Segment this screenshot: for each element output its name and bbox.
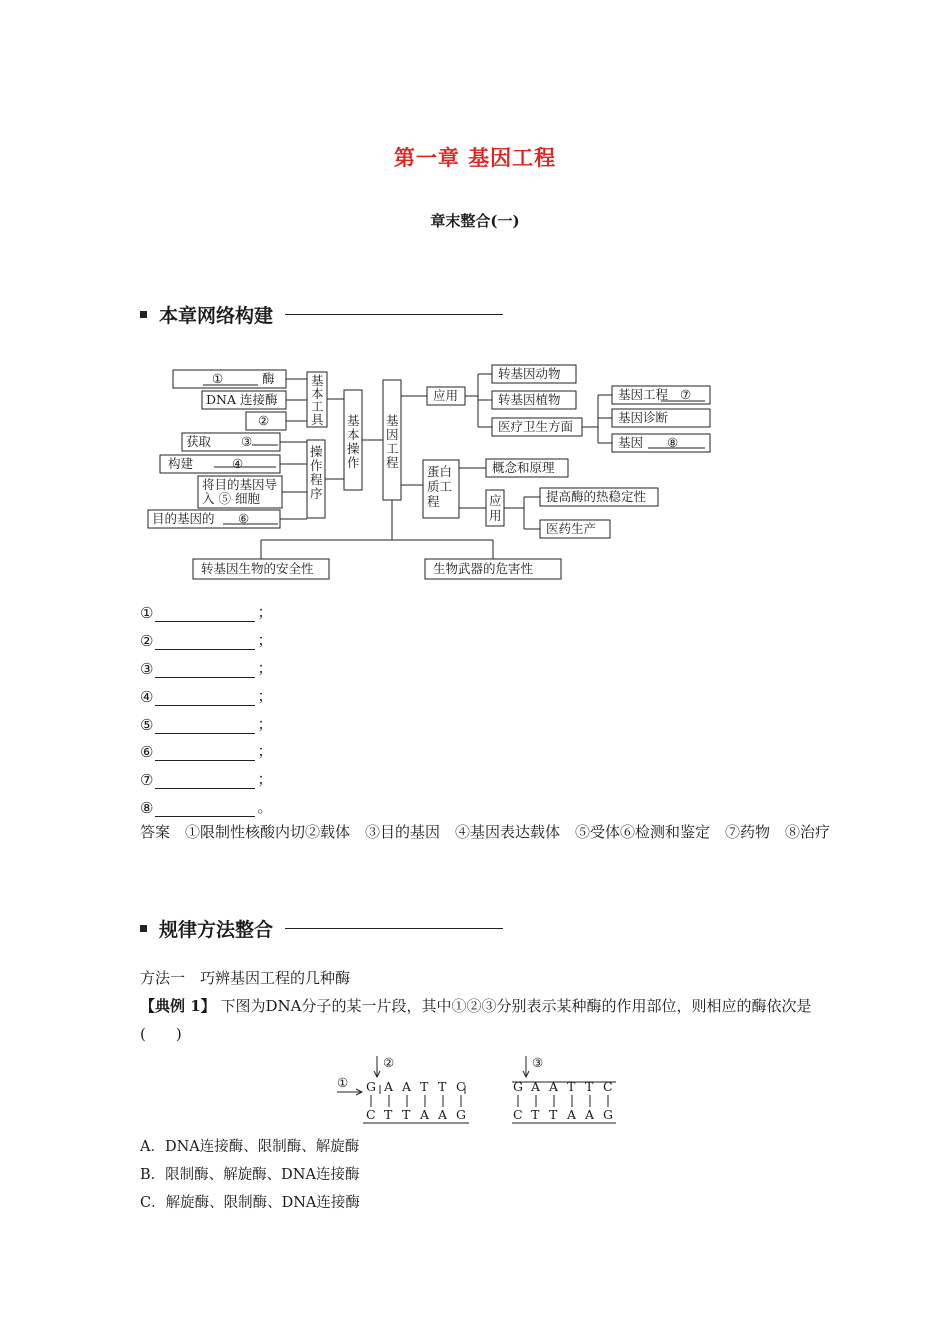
diagram-ge-char-3: 工 [386,441,399,456]
blank-line-7[interactable]: ⑦ ； [140,770,273,789]
dna-base: C [366,1107,376,1122]
option-c[interactable]: C．解旋酶、限制酶、DNA连接酶 [140,1195,360,1211]
diagram-pe-char-2: 质工 [427,479,453,494]
dna-base: C [513,1107,523,1122]
diagram-ops-char-2: 本 [347,427,360,442]
dna-base: T [567,1079,576,1094]
example-question [140,992,830,1048]
dna-base: T [438,1079,447,1094]
diagram-apply: 应用 [433,388,459,403]
diagram-proc-char-3: 程 [310,472,323,487]
diagram-bioweapon: 生物武器的危害性 [433,561,534,576]
option-a[interactable]: A．DNA连接酶、限制酶、解旋酶 [140,1139,360,1155]
diagram-ligase: DNA 连接酶 [206,392,278,407]
diagram-gene-diag: 基因诊断 [618,410,669,425]
dna-figure-right [510,1054,620,1133]
diagram-ops-char-4: 作 [347,455,360,470]
diagram-gene-therapy: 基因 [618,435,644,450]
diagram-gene-eng-7: 基因工程 [618,387,669,402]
dna-base: T [531,1107,540,1122]
blank-line-3[interactable]: ③ ； [140,659,273,678]
dna-mark-3: ③ [532,1055,544,1070]
concept-map-diagram [140,360,692,589]
square-bullet-icon [140,925,147,932]
square-bullet-icon [140,311,147,318]
diagram-enzyme-suffix: 酶 [262,371,275,386]
diagram-ge-char-1: 基 [386,413,399,428]
diagram-detect: 目的基因的 [152,511,215,526]
blank-line-2[interactable]: ② ； [140,631,273,650]
blank-line-6[interactable]: ⑥ ； [140,742,273,761]
section-heading-text: 规律方法整合 [159,918,274,941]
dna-base: T [420,1079,429,1094]
diagram-tools-char-1: 基 [311,373,324,388]
dna-base: A [384,1079,394,1094]
diagram-apply2-char-2: 用 [489,508,502,523]
diagram-build-blank: ④ [232,456,244,471]
diagram-proc-char-1: 操 [310,444,323,459]
diagram-detect-blank: ⑥ [238,511,250,526]
diagram-enzyme-stability: 提高酶的热稳定性 [546,489,647,504]
section-heading-network [140,299,503,329]
heading-rule [285,314,503,315]
answer-text: 答案 ①限制性核酸内切②载体 ③目的基因 ④基因表达载体 ⑤受体⑥检测和鉴定 ⑦药物 ⑧治疗 [140,823,831,841]
dna-base: A [567,1107,577,1122]
diagram-proc-char-2: 作 [310,458,323,473]
dna-mark-2: ② [383,1055,395,1070]
diagram-blank-8: ⑧ [667,435,679,450]
blank-line-4[interactable]: ④ ； [140,687,273,706]
dna-base: A [585,1107,595,1122]
diagram-concept: 概念和原理 [492,460,555,475]
dna-base: G [513,1079,523,1094]
dna-base: A [549,1079,559,1094]
dna-base: G [603,1107,613,1122]
diagram-carrier-blank: ② [258,413,270,428]
diagram-ops-char-3: 操 [347,441,360,456]
blank-line-1[interactable]: ① ； [140,603,273,622]
diagram-transgenic-plant: 转基因植物 [498,392,561,407]
heading-rule [285,928,503,929]
diagram-introduce-2: 入 ⑤ 细胞 [202,491,260,506]
example-tag: 【典例 1】 [140,997,216,1015]
diagram-proc-char-4: 序 [310,486,323,501]
method-title: 方法一 巧辨基因工程的几种酶 [140,969,351,987]
dna-base: C [456,1079,466,1094]
diagram-tools-char-3: 工 [311,399,324,414]
section-subtitle: 章末整合(一) [430,212,520,230]
dna-base: G [456,1107,466,1122]
dna-base: A [531,1079,541,1094]
dna-base: T [402,1107,411,1122]
dna-base: A [402,1079,412,1094]
dna-base: G [366,1079,376,1094]
section-heading-methods [140,913,503,943]
diagram-ge-char-2: 因 [386,427,399,442]
diagram-safety: 转基因生物的安全性 [201,561,314,576]
diagram-medical: 医疗卫生方面 [498,419,574,434]
dna-mark-1: ① [337,1075,349,1090]
diagram-enzyme-blank: ① [212,371,224,386]
option-b[interactable]: B．限制酶、解旋酶、DNA连接酶 [140,1167,360,1183]
diagram-build: 构建 [168,456,194,471]
diagram-apply2-char-1: 应 [489,493,502,508]
diagram-get: 获取 [186,434,212,449]
diagram-get-blank: ③ [241,434,253,449]
dna-base: T [585,1079,594,1094]
dna-base: C [603,1079,613,1094]
diagram-tools-char-2: 本 [311,386,324,401]
chapter-title: 第一章 基因工程 [393,146,557,170]
section-heading-text: 本章网络构建 [159,304,274,327]
dna-figure-left [335,1054,475,1133]
diagram-ge-char-4: 程 [386,455,399,470]
diagram-pe-char-1: 蛋白 [427,464,453,479]
dna-base: A [438,1107,448,1122]
diagram-pe-char-3: 程 [427,494,440,509]
diagram-introduce-1: 将目的基因导 [202,477,278,492]
diagram-medicine: 医药生产 [546,521,597,536]
blank-line-5[interactable]: ⑤ ； [140,715,273,734]
diagram-blank-7: ⑦ [680,387,692,402]
diagram-tools-char-4: 具 [311,412,324,427]
blank-line-8[interactable]: ⑧ 。 [140,798,273,817]
diagram-ops-char-1: 基 [347,413,360,428]
example-text: 下图为DNA分子的某一片段，其中①②③分别表示某种酶的作用部位，则相应的酶依次是( ) [140,997,812,1043]
dna-base: T [384,1107,393,1122]
dna-base: T [549,1107,558,1122]
diagram-transgenic-animal: 转基因动物 [498,366,561,381]
dna-base: A [420,1107,430,1122]
